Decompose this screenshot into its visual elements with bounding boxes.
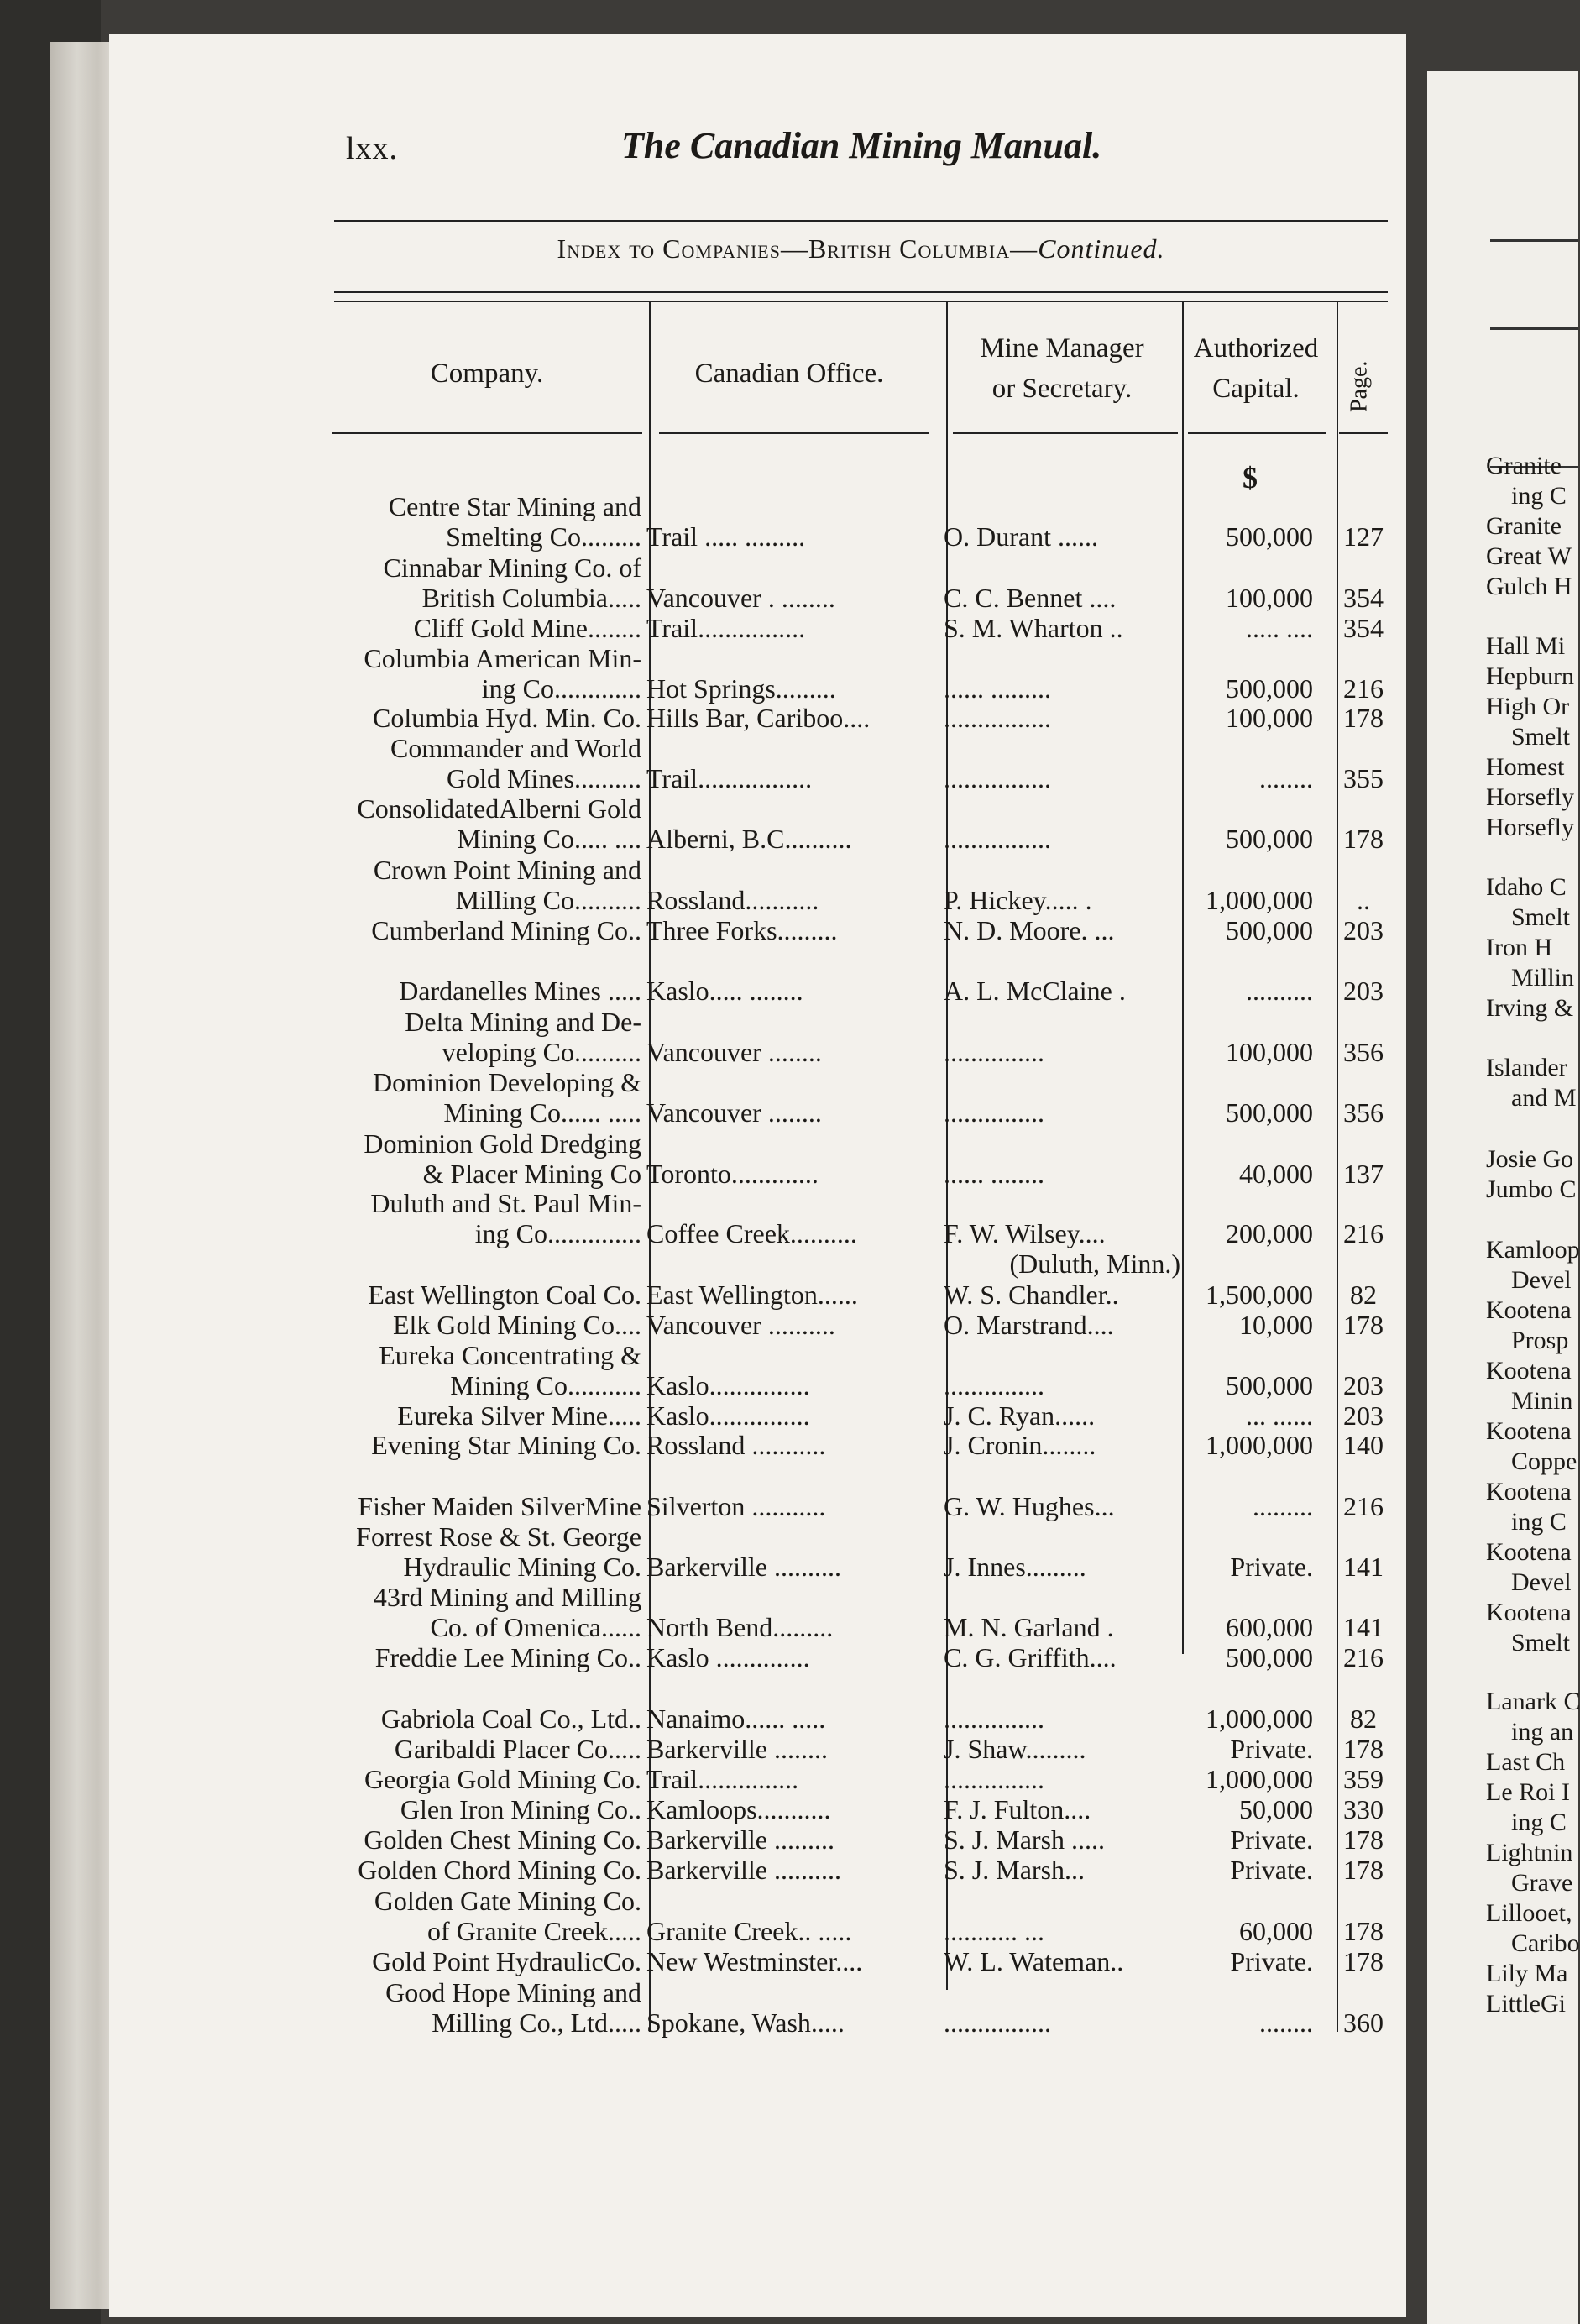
canadian-office: Coffee Creek.......... (646, 1218, 857, 1248)
mine-manager: J. Cronin........ (944, 1430, 1096, 1460)
company-name: Garibaldi Placer Co..... (394, 1734, 641, 1764)
company-name: Mining Co..... .... (457, 824, 641, 854)
adjacent-page-text: Minin (1511, 1387, 1573, 1415)
adjacent-page-text: ing an (1511, 1718, 1574, 1746)
adjacent-page-text: Kootena (1486, 1417, 1572, 1445)
mine-manager: ............... (944, 1704, 1044, 1734)
page-reference: 203 (1343, 915, 1384, 945)
authorized-capital: Private. (1230, 1946, 1313, 1976)
canadian-office: Granite Creek.. ..... (646, 1916, 852, 1946)
page-reference: 216 (1343, 673, 1384, 704)
mine-manager: P. Hickey..... . (944, 885, 1092, 915)
company-name: British Columbia..... (421, 583, 641, 613)
authorized-capital: 10,000 (1239, 1310, 1313, 1340)
page-reference: 178 (1343, 1855, 1384, 1885)
section-title (334, 233, 1388, 264)
page-reference: 203 (1343, 976, 1384, 1006)
adjacent-page-text: Lillooet, (1486, 1899, 1572, 1927)
authorized-capital: 1,000,000 (1206, 1764, 1313, 1794)
adjacent-page-text: Devel (1511, 1568, 1572, 1596)
company-name: Delta Mining and De- (405, 1007, 641, 1037)
company-name: Gold Point HydraulicCo. (372, 1946, 641, 1976)
canadian-office: Kaslo .............. (646, 1642, 810, 1672)
company-name: Good Hope Mining and (385, 1977, 641, 2007)
company-name: ing Co.............. (474, 1218, 641, 1248)
canadian-office: Rossland........... (646, 885, 819, 915)
adjacent-page-text: Homest (1486, 753, 1565, 781)
mine-manager: N. D. Moore. ... (944, 915, 1115, 945)
canadian-office: Rossland ........... (646, 1430, 826, 1460)
table-top-rule (334, 290, 1388, 293)
company-name: Co. of Omenica...... (430, 1612, 641, 1642)
company-name: Hydraulic Mining Co. (403, 1552, 641, 1582)
authorized-capital: 1,000,000 (1206, 885, 1313, 915)
mine-manager: J. Innes......... (944, 1552, 1086, 1582)
page-reference: 141 (1343, 1612, 1384, 1642)
adjacent-page-text: Irving & (1486, 994, 1574, 1022)
page-number: lxx. (346, 131, 399, 166)
mine-manager: O. Durant ...... (944, 521, 1098, 552)
column-header-manager: Mine Manager or Secretary. (980, 333, 1144, 404)
adjacent-page-text: Granite (1486, 512, 1562, 540)
mine-manager: G. W. Hughes... (944, 1491, 1115, 1521)
company-name: Golden Gate Mining Co. (374, 1886, 641, 1916)
page-reference: 203 (1343, 1400, 1384, 1431)
mine-manager: ................ (944, 824, 1051, 854)
header-underline (332, 432, 642, 434)
page-reference: 330 (1343, 1794, 1384, 1824)
authorized-capital: Private. (1230, 1855, 1313, 1885)
authorized-capital: 200,000 (1226, 1218, 1313, 1248)
authorized-capital: 500,000 (1226, 824, 1313, 854)
company-name: Duluth and St. Paul Min- (370, 1188, 641, 1218)
running-title: The Canadian Mining Manual. (621, 125, 1102, 166)
page-reference: 356 (1343, 1097, 1384, 1128)
canadian-office: Barkerville ......... (646, 1824, 834, 1855)
adjacent-page-text: Josie Go (1486, 1145, 1574, 1173)
mine-manager: F. J. Fulton.... (944, 1794, 1091, 1824)
authorized-capital: 100,000 (1226, 703, 1313, 733)
company-name: Georgia Gold Mining Co. (364, 1764, 641, 1794)
adjacent-page-text: Coppe (1511, 1447, 1577, 1475)
adjacent-page-text: Lanark C (1486, 1688, 1580, 1715)
company-name: Golden Chest Mining Co. (364, 1824, 641, 1855)
adjacent-page-text: Smelt (1511, 903, 1571, 931)
adjacent-page-text: Last Ch (1486, 1748, 1566, 1776)
authorized-capital: 500,000 (1226, 521, 1313, 552)
canadian-office: Barkerville .......... (646, 1552, 841, 1582)
column-header-company: Company. (430, 359, 544, 389)
page-reference: 178 (1343, 1310, 1384, 1340)
adjacent-page-text: Granite (1486, 452, 1562, 479)
company-name: Evening Star Mining Co. (371, 1430, 641, 1460)
page-reference: 137 (1343, 1159, 1384, 1189)
adjacent-page-text: ing C (1511, 1508, 1567, 1536)
company-name: Glen Iron Mining Co.. (400, 1794, 641, 1824)
company-name: Milling Co., Ltd..... (432, 2007, 641, 2038)
company-name: Dominion Developing & (373, 1067, 641, 1097)
authorized-capital: 40,000 (1239, 1159, 1313, 1189)
canadian-office: Trail................. (646, 763, 813, 793)
mine-manager: ................ (944, 2007, 1051, 2038)
page-reference: 178 (1343, 824, 1384, 854)
authorized-capital: Private. (1230, 1552, 1313, 1582)
authorized-capital: 500,000 (1226, 1097, 1313, 1128)
canadian-office: Hills Bar, Cariboo.... (646, 703, 871, 733)
company-name: Commander and World (390, 733, 641, 763)
adjacent-page-text: Kootena (1486, 1357, 1572, 1384)
company-name: Dominion Gold Dredging (364, 1128, 641, 1159)
page-reference: 359 (1343, 1764, 1384, 1794)
mine-manager: C. C. Bennet .... (944, 583, 1117, 613)
authorized-capital: 500,000 (1226, 1370, 1313, 1400)
page-reference: 360 (1343, 2007, 1384, 2038)
page-reference: 356 (1343, 1037, 1384, 1067)
canadian-office: North Bend......... (646, 1612, 834, 1642)
mine-manager: ............... (944, 1037, 1044, 1067)
adjacent-page-text: Kootena (1486, 1478, 1572, 1505)
page-reference: 82 (1350, 1280, 1377, 1310)
canadian-office: Kamloops........... (646, 1794, 831, 1824)
canadian-office: Vancouver . ........ (646, 583, 835, 613)
authorized-capital: 60,000 (1239, 1916, 1313, 1946)
canadian-office: Alberni, B.C.......... (646, 824, 852, 854)
authorized-capital: Private. (1230, 1734, 1313, 1764)
company-name: Crown Point Mining and (373, 855, 641, 885)
company-name: Freddie Lee Mining Co.. (374, 1642, 641, 1672)
header-underline (1339, 432, 1388, 434)
column-divider (1182, 302, 1184, 1654)
canadian-office: Trail ..... ......... (646, 521, 806, 552)
mine-manager: W. S. Chandler.. (944, 1280, 1119, 1310)
page-reference: 178 (1343, 1916, 1384, 1946)
company-name: Elk Gold Mining Co.... (392, 1310, 641, 1340)
company-name: Milling Co.......... (455, 885, 641, 915)
adjacent-rule (1490, 239, 1578, 242)
canadian-office: Vancouver ........ (646, 1037, 822, 1067)
canadian-office: Barkerville ........ (646, 1734, 828, 1764)
company-name: Columbia Hyd. Min. Co. (372, 703, 641, 733)
company-name: Golden Chord Mining Co. (358, 1855, 641, 1885)
column-divider (1337, 302, 1338, 2032)
section-title-continued: Continued. (1038, 233, 1165, 264)
mine-manager: J. Shaw......... (944, 1734, 1086, 1764)
canadian-office: Trail............... (646, 1764, 799, 1794)
adjacent-page-text: Idaho C (1486, 873, 1567, 901)
adjacent-page-text: Kootena (1486, 1599, 1572, 1626)
page-reference: .. (1357, 885, 1370, 915)
company-name: veloping Co.......... (442, 1037, 641, 1067)
adjacent-page-text: Great W (1486, 542, 1572, 570)
adjacent-page-text: Gulch H (1486, 573, 1572, 600)
adjacent-page-text: ing C (1511, 482, 1567, 510)
company-name: Cumberland Mining Co.. (371, 915, 641, 945)
canadian-office: Kaslo............... (646, 1370, 810, 1400)
canadian-office: Spokane, Wash..... (646, 2007, 845, 2038)
company-name: 43rd Mining and Milling (373, 1582, 641, 1612)
company-name: Cliff Gold Mine........ (413, 613, 641, 643)
canadian-office: Kaslo..... ........ (646, 976, 803, 1006)
canadian-office: Nanaimo...... ..... (646, 1704, 826, 1734)
page-reference: 178 (1343, 1946, 1384, 1976)
mine-manager: M. N. Garland . (944, 1612, 1114, 1642)
mine-manager: ................ (944, 703, 1051, 733)
mine-manager: ............... (944, 1764, 1044, 1794)
adjacent-page-text: Jumbo C (1486, 1175, 1577, 1203)
company-name: ConsolidatedAlberni Gold (357, 793, 641, 824)
adjacent-page-text: Kootena (1486, 1538, 1572, 1566)
book-page-edges (50, 42, 118, 2309)
canadian-office: Barkerville .......... (646, 1855, 841, 1885)
mine-manager-note: (Duluth, Minn.) (1009, 1248, 1180, 1279)
authorized-capital: ... ...... (1246, 1400, 1313, 1431)
adjacent-page-text: Le Roi I (1486, 1778, 1570, 1806)
currency-symbol: $ (1243, 461, 1258, 495)
canadian-office: New Westminster.... (646, 1946, 863, 1976)
company-name: Gold Mines.......... (447, 763, 641, 793)
company-name: Dardanelles Mines ..... (399, 976, 641, 1006)
authorized-capital: ........ (1259, 2007, 1313, 2038)
adjacent-page-text: Lily Ma (1486, 1960, 1568, 1987)
company-name: Fisher Maiden SilverMine (358, 1491, 641, 1521)
authorized-capital: 500,000 (1226, 673, 1313, 704)
adjacent-page-text: Iron H (1486, 934, 1553, 961)
mine-manager: A. L. McClaine . (944, 976, 1126, 1006)
authorized-capital: ......... (1253, 1491, 1313, 1521)
page-reference: 82 (1350, 1704, 1377, 1734)
adjacent-page-text: Kootena (1486, 1296, 1572, 1324)
column-header-capital: Authorized Capital. (1193, 333, 1319, 404)
header-underline (953, 432, 1178, 434)
mine-manager: S. J. Marsh... (944, 1855, 1086, 1885)
company-name: ing Co............. (481, 673, 641, 704)
canadian-office: Toronto............. (646, 1159, 819, 1189)
mine-manager: ............... (944, 1370, 1044, 1400)
company-name: Centre Star Mining and (388, 491, 641, 521)
adjacent-page-text: Millin (1511, 964, 1575, 992)
authorized-capital: .......... (1246, 976, 1313, 1006)
adjacent-page-text: Grave (1511, 1869, 1573, 1897)
canadian-office: Kaslo............... (646, 1400, 810, 1431)
adjacent-page (1427, 71, 1578, 2324)
canadian-office: Silverton ........... (646, 1491, 826, 1521)
page-reference: 216 (1343, 1491, 1384, 1521)
page-reference: 178 (1343, 703, 1384, 733)
header-underline (1188, 432, 1326, 434)
company-name: Smelting Co......... (446, 521, 641, 552)
mine-manager: ...... ........ (944, 1159, 1044, 1189)
authorized-capital: ..... .... (1246, 613, 1313, 643)
authorized-capital: 50,000 (1239, 1794, 1313, 1824)
column-header-page: Page. (1346, 360, 1373, 413)
adjacent-page-text: Caribo (1511, 1929, 1580, 1957)
company-name: Forrest Rose & St. George (356, 1521, 641, 1552)
authorized-capital: Private. (1230, 1824, 1313, 1855)
mine-manager: ........... ... (944, 1916, 1044, 1946)
mine-manager: ...... ......... (944, 673, 1051, 704)
authorized-capital: 500,000 (1226, 915, 1313, 945)
adjacent-page-text: Lightnin (1486, 1839, 1573, 1866)
adjacent-page-text: Devel (1511, 1266, 1572, 1294)
authorized-capital: 600,000 (1226, 1612, 1313, 1642)
authorized-capital: 100,000 (1226, 583, 1313, 613)
canadian-office: East Wellington...... (646, 1280, 858, 1310)
table-top-rule (334, 301, 1388, 302)
page-reference: 355 (1343, 763, 1384, 793)
section-title-text: Index to Companies—British Columbia— (557, 233, 1039, 264)
adjacent-page-text: Hall Mi (1486, 632, 1566, 660)
adjacent-page-text: and M (1511, 1084, 1577, 1112)
adjacent-page-text: ing C (1511, 1808, 1567, 1836)
company-name: East Wellington Coal Co. (368, 1280, 641, 1310)
company-name: Eureka Concentrating & (379, 1340, 641, 1370)
authorized-capital: 500,000 (1226, 1642, 1313, 1672)
page-reference: 140 (1343, 1430, 1384, 1460)
page-reference: 127 (1343, 521, 1384, 552)
mine-manager: S. M. Wharton .. (944, 613, 1123, 643)
page-reference: 141 (1343, 1552, 1384, 1582)
adjacent-rule (1490, 327, 1578, 330)
authorized-capital: 1,000,000 (1206, 1704, 1313, 1734)
authorized-capital: 1,500,000 (1206, 1280, 1313, 1310)
page-reference: 354 (1343, 613, 1384, 643)
header-rule (334, 220, 1388, 222)
adjacent-page-text: Horsefly (1486, 783, 1574, 811)
page-reference: 203 (1343, 1370, 1384, 1400)
company-name: Mining Co........... (450, 1370, 641, 1400)
adjacent-page-text: Kamloop (1486, 1236, 1580, 1264)
column-header-office: Canadian Office. (694, 359, 884, 389)
canadian-office: Three Forks......... (646, 915, 838, 945)
adjacent-page-text: Horsefly (1486, 814, 1574, 841)
page-reference: 178 (1343, 1734, 1384, 1764)
page-reference: 178 (1343, 1824, 1384, 1855)
mine-manager: F. W. Wilsey.... (944, 1218, 1106, 1248)
adjacent-page-text: Smelt (1511, 723, 1571, 751)
company-name: Cinnabar Mining Co. of (383, 552, 641, 583)
company-name: Mining Co...... ..... (443, 1097, 641, 1128)
mine-manager: J. C. Ryan...... (944, 1400, 1096, 1431)
canadian-office: Trail................ (646, 613, 806, 643)
company-name: Eureka Silver Mine..... (397, 1400, 641, 1431)
mine-manager: W. L. Wateman.. (944, 1946, 1124, 1976)
adjacent-page-text: Prosp (1511, 1327, 1569, 1354)
page-reference: 216 (1343, 1642, 1384, 1672)
header-underline (659, 432, 929, 434)
mine-manager: C. G. Griffith.... (944, 1642, 1117, 1672)
adjacent-page-text: Hepburn (1486, 662, 1574, 690)
page-reference: 216 (1343, 1218, 1384, 1248)
company-name: of Granite Creek..... (426, 1916, 641, 1946)
mine-manager: O. Marstrand.... (944, 1310, 1114, 1340)
authorized-capital: 100,000 (1226, 1037, 1313, 1067)
adjacent-page-text: High Or (1486, 693, 1570, 720)
canadian-office: Hot Springs......... (646, 673, 836, 704)
authorized-capital: ........ (1259, 763, 1313, 793)
mine-manager: ................ (944, 763, 1051, 793)
adjacent-page-text: LittleGi (1486, 1990, 1566, 2018)
authorized-capital: 1,000,000 (1206, 1430, 1313, 1460)
company-name: & Placer Mining Co (422, 1159, 641, 1189)
page-reference: 354 (1343, 583, 1384, 613)
mine-manager: ............... (944, 1097, 1044, 1128)
canadian-office: Vancouver .......... (646, 1310, 835, 1340)
company-name: Columbia American Min- (364, 643, 641, 673)
adjacent-page-text: Islander (1486, 1054, 1567, 1081)
mine-manager: S. J. Marsh ..... (944, 1824, 1106, 1855)
adjacent-page-text: Smelt (1511, 1629, 1571, 1657)
canadian-office: Vancouver ........ (646, 1097, 822, 1128)
company-name: Gabriola Coal Co., Ltd.. (380, 1704, 641, 1734)
